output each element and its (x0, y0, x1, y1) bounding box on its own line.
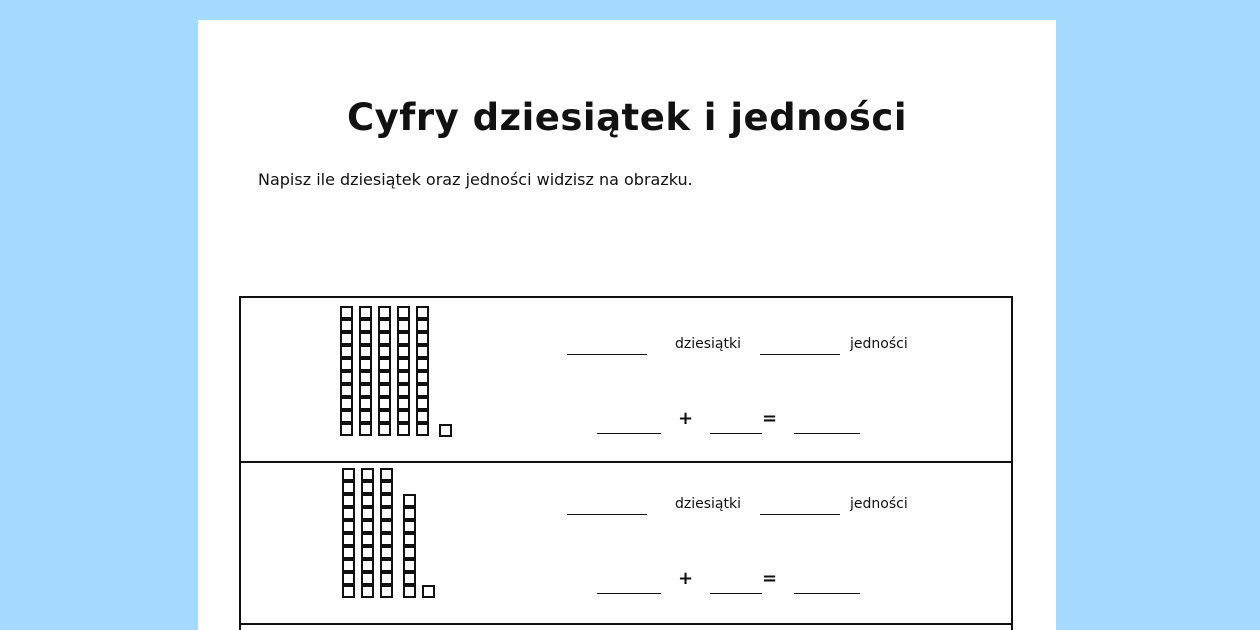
tens-rod-cube (380, 559, 393, 572)
tens-rod-cube (340, 306, 353, 319)
tens-answer-line[interactable] (567, 354, 647, 355)
ones-cube (439, 424, 452, 437)
tens-rod-cube (361, 585, 374, 598)
ones-answer-line[interactable] (760, 354, 840, 355)
row-divider (241, 461, 1011, 463)
tens-rod-cube (340, 423, 353, 436)
ones-cube (403, 520, 416, 533)
tens-rod-cube (397, 371, 410, 384)
tens-rod-cube (416, 358, 429, 371)
tens-rod-cube (416, 306, 429, 319)
tens-rod-cube (359, 371, 372, 384)
tens-rod-cube (340, 345, 353, 358)
ones-cube (403, 559, 416, 572)
tens-rod-cube (342, 520, 355, 533)
tens-rod-cube (380, 520, 393, 533)
total-line[interactable] (794, 433, 860, 434)
tens-rod-cube (359, 332, 372, 345)
tens-rod-cube (378, 397, 391, 410)
tens-rod-cube (361, 481, 374, 494)
ones-cube (403, 494, 416, 507)
ones-sum-line[interactable] (710, 433, 762, 434)
tens-answer-line[interactable] (567, 514, 647, 515)
equals-sign: = (762, 408, 778, 429)
tens-rod-cube (397, 384, 410, 397)
ones-answer-line[interactable] (760, 514, 840, 515)
tens-rod-cube (342, 572, 355, 585)
tens-rod-cube (378, 319, 391, 332)
tens-rod-cube (361, 468, 374, 481)
tens-label: dziesiątki (675, 336, 741, 352)
tens-rod-cube (340, 358, 353, 371)
tens-rod-cube (416, 423, 429, 436)
tens-rod-cube (340, 332, 353, 345)
tens-sum-line[interactable] (597, 593, 661, 594)
tens-rod-cube (380, 494, 393, 507)
tens-label: dziesiątki (675, 496, 741, 512)
tens-rod-cube (416, 332, 429, 345)
tens-rod-cube (342, 585, 355, 598)
row-divider (241, 623, 1011, 625)
tens-rod-cube (361, 533, 374, 546)
tens-rod-cube (380, 468, 393, 481)
tens-rod-cube (378, 384, 391, 397)
ones-cube (403, 507, 416, 520)
ones-cube (403, 533, 416, 546)
tens-rod-cube (359, 423, 372, 436)
tens-rod-cube (397, 332, 410, 345)
tens-rod-cube (378, 410, 391, 423)
tens-rod-cube (378, 345, 391, 358)
tens-rod-cube (342, 507, 355, 520)
tens-rod-cube (361, 494, 374, 507)
total-line[interactable] (794, 593, 860, 594)
tens-rod-cube (416, 384, 429, 397)
ones-cube (403, 546, 416, 559)
tens-rod-cube (378, 306, 391, 319)
tens-rod-cube (340, 410, 353, 423)
tens-rod-cube (397, 319, 410, 332)
tens-rod-cube (397, 306, 410, 319)
tens-rod-cube (359, 319, 372, 332)
tens-rod-cube (397, 423, 410, 436)
tens-rod-cube (416, 410, 429, 423)
equals-sign: = (762, 568, 778, 589)
tens-rod-cube (342, 546, 355, 559)
worksheet-instruction: Napisz ile dziesiątek oraz jedności widzisz na obrazku. (258, 170, 693, 189)
tens-rod-cube (416, 371, 429, 384)
tens-rod-cube (416, 319, 429, 332)
worksheet-page (198, 20, 1056, 630)
ones-cube (422, 585, 435, 598)
tens-rod-cube (361, 572, 374, 585)
tens-rod-cube (378, 332, 391, 345)
tens-rod-cube (359, 345, 372, 358)
tens-rod-cube (361, 546, 374, 559)
tens-rod-cube (397, 345, 410, 358)
tens-rod-cube (380, 507, 393, 520)
plus-sign: + (678, 568, 694, 589)
tens-rod-cube (359, 410, 372, 423)
tens-rod-cube (342, 468, 355, 481)
tens-rod-cube (359, 397, 372, 410)
tens-rod-cube (378, 371, 391, 384)
tens-rod-cube (397, 358, 410, 371)
tens-rod-cube (378, 358, 391, 371)
exercise-table (239, 296, 1013, 630)
tens-rod-cube (397, 397, 410, 410)
ones-label: jedności (850, 496, 908, 512)
tens-rod-cube (416, 397, 429, 410)
ones-sum-line[interactable] (710, 593, 762, 594)
tens-rod-cube (361, 520, 374, 533)
tens-rod-cube (397, 410, 410, 423)
worksheet-title: Cyfry dziesiątek i jedności (346, 96, 908, 139)
tens-rod-cube (340, 397, 353, 410)
tens-rod-cube (416, 345, 429, 358)
tens-rod-cube (342, 494, 355, 507)
tens-rod-cube (380, 585, 393, 598)
tens-rod-cube (378, 423, 391, 436)
tens-rod-cube (361, 559, 374, 572)
ones-cube (403, 572, 416, 585)
ones-label: jedności (850, 336, 908, 352)
tens-rod-cube (359, 306, 372, 319)
tens-rod-cube (359, 358, 372, 371)
tens-rod-cube (380, 572, 393, 585)
tens-rod-cube (340, 371, 353, 384)
tens-rod-cube (342, 559, 355, 572)
tens-rod-cube (342, 481, 355, 494)
tens-rod-cube (380, 533, 393, 546)
tens-rod-cube (361, 507, 374, 520)
tens-rod-cube (340, 384, 353, 397)
tens-rod-cube (380, 546, 393, 559)
tens-rod-cube (359, 384, 372, 397)
tens-rod-cube (342, 533, 355, 546)
ones-cube (403, 585, 416, 598)
tens-sum-line[interactable] (597, 433, 661, 434)
tens-rod-cube (340, 319, 353, 332)
tens-rod-cube (380, 481, 393, 494)
plus-sign: + (678, 408, 694, 429)
